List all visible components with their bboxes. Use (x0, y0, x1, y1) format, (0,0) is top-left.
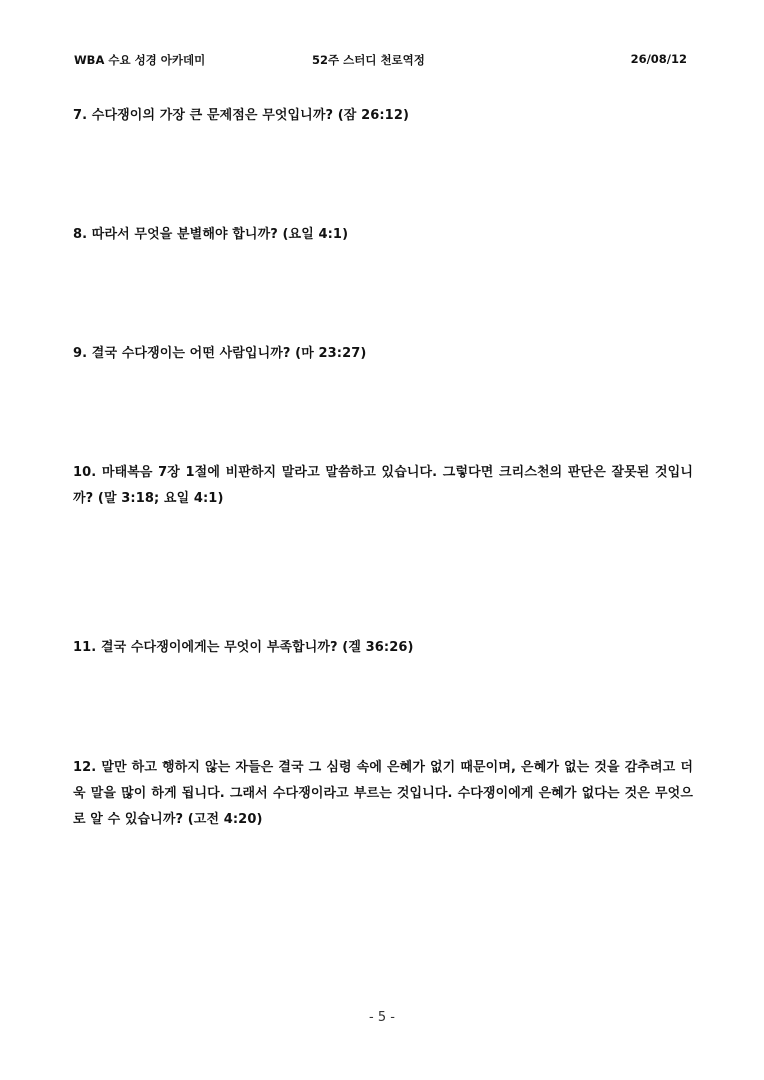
question-12: 12. 말만 하고 행하지 않는 자들은 결국 그 심령 속에 은혜가 없기 때문이며, 은혜가 없는 것을 감추려고 더욱 말을 많이 하게 됩니다. 그래서 수다쟁이라고 부르는 것입니다. 수다쟁이에게 은혜가 없다는 것은 무엇으로 알 수 있습니까? (고전 4:20) (73, 760, 693, 827)
header-study-title: 52주 스터디 천로역정 (312, 53, 425, 67)
question-11: 11. 결국 수다쟁이에게는 무엇이 부족합니까? (겔 36:26) (73, 640, 414, 655)
header-academy-name: WBA 수요 성경 아카데미 (74, 53, 206, 67)
question-10: 10. 마태복음 7장 1절에 비판하지 말라고 말씀하고 있습니다. 그렇다면 크리스천의 판단은 잘못된 것입니까? (말 3:18; 요일 4:1) (73, 465, 693, 506)
question-9: 9. 결국 수다쟁이는 어떤 사람입니까? (마 23:27) (73, 346, 367, 361)
page-number: - 5 - (369, 1010, 395, 1025)
page-header (0, 52, 764, 70)
header-date: 26/08/12 (630, 52, 687, 66)
question-8: 8. 따라서 무엇을 분별해야 합니까? (요일 4:1) (73, 227, 349, 242)
question-7: 7. 수다쟁이의 가장 큰 문제점은 무엇입니까? (잠 26:12) (73, 108, 410, 123)
